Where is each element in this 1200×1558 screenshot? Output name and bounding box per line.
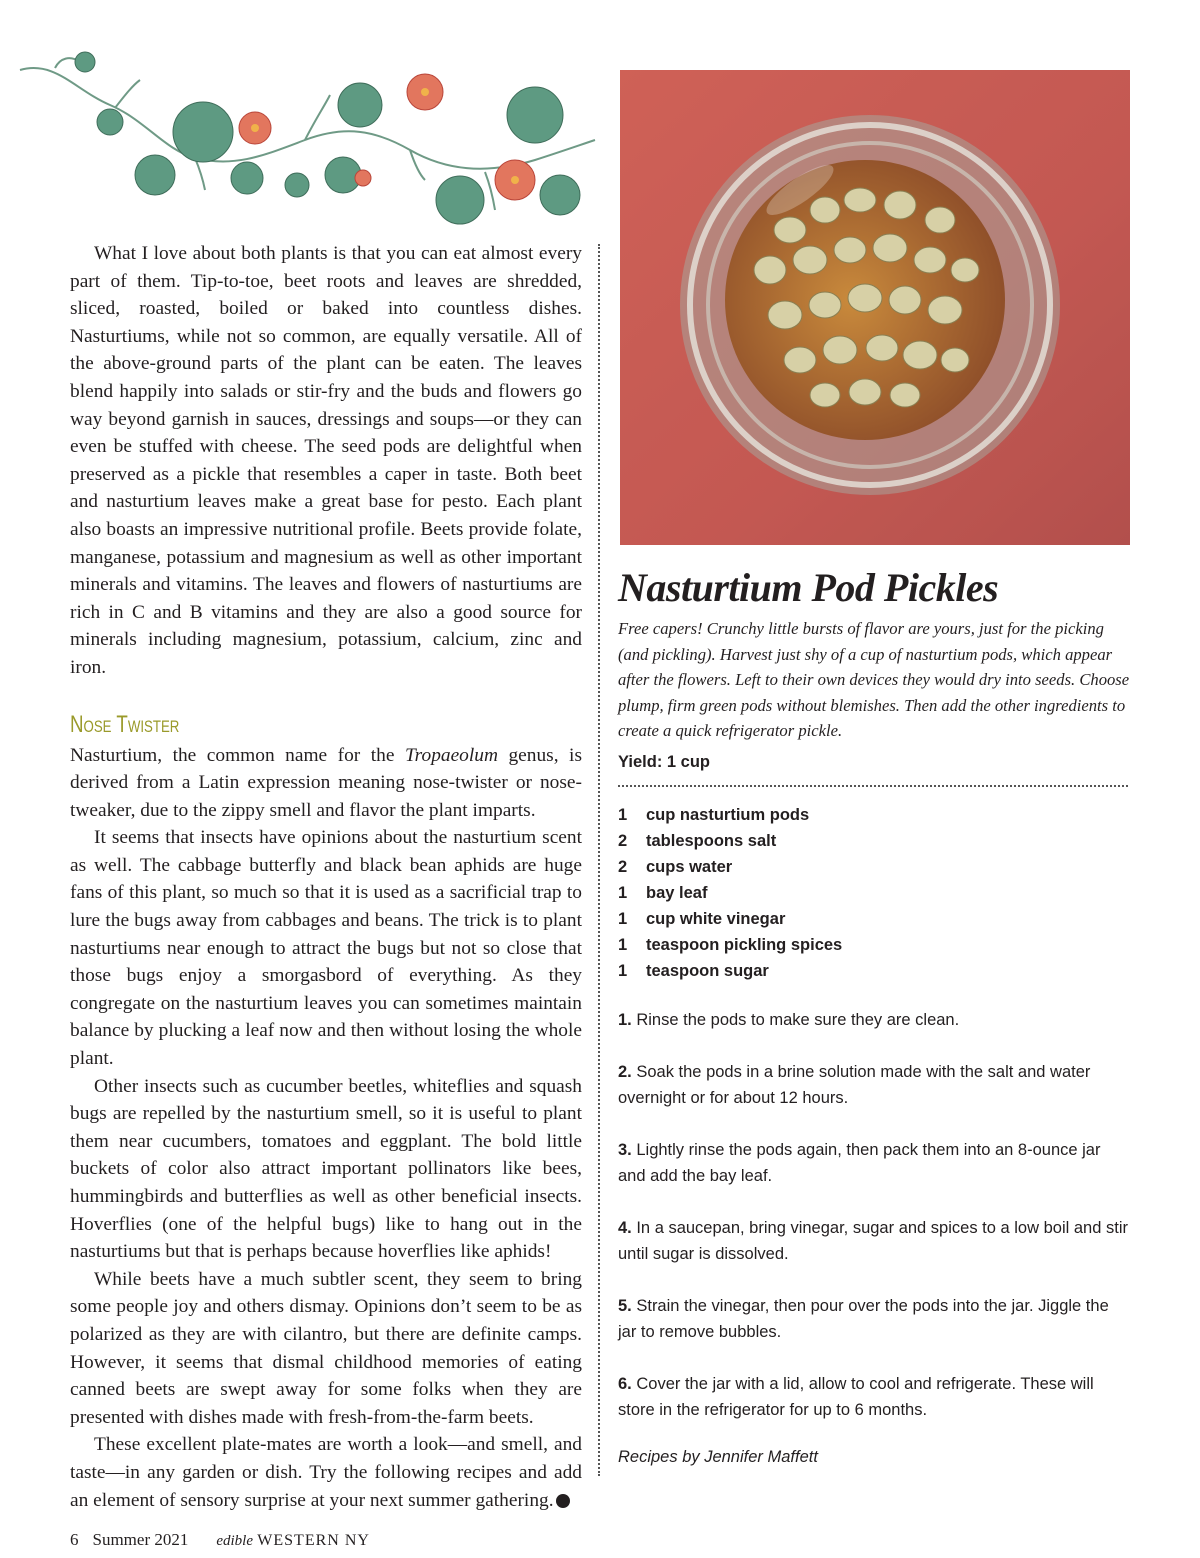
ingredient-name: teaspoon pickling spices [646, 935, 843, 954]
ingredient-qty: 1 [618, 883, 628, 902]
ingredient-item [618, 828, 1138, 854]
recipe-step [618, 1293, 1128, 1345]
article-paragraph [70, 1431, 586, 1514]
nasturtium-vine-illustration [15, 50, 600, 230]
recipe-card [618, 560, 1138, 1469]
ingredient-qty: 2 [618, 831, 628, 850]
recipe-credit: Recipes by Jennifer Maffett [618, 1447, 818, 1466]
ingredient-qty: 1 [618, 935, 628, 954]
article-paragraph: While beets have a much subtler scent, they seem to bring some people joy and others dismay. Opinions don’t seem to be as polarized as they are with cilantro, but there are definite camps. However, it seems that dismal childhood memories of eating canned beets are swept away for some folks when they are presented with dishes made with fresh-from-the-farm beets. [70, 1268, 582, 1428]
recipe-step [618, 1059, 1128, 1111]
ingredient-list [618, 802, 1138, 984]
article-body [70, 240, 586, 1514]
step-text: In a saucepan, bring vinegar, sugar and spices to a low boil and stir until sugar is dissolved. [618, 1218, 1128, 1263]
step-text: Rinse the pods to make sure they are clean. [631, 1010, 960, 1029]
dotted-divider [618, 785, 1128, 787]
article-paragraph: What I love about both plants is that you can eat almost every part of them. Tip-to-toe, beet roots and leaves are shredded, sliced, roasted, boiled or baked into countless dishes. Nasturtiums, while not so common, are equally versatile. All of the above-ground parts of the plant can be eaten. The leaves blend happily into salads or stir-fry and the buds and flowers go way beyond garnish in sauces, dressings and soups—or they can even be stuffed with cheese. The seed pods are delightful when preserved as a pickle that resembles a caper in taste. Both beet and nasturtium leaves make a great base for pesto. Each plant also boasts an impressive nutritional profile. Beets provide folate, manganese, potassium and magnesium as well as other important minerals and vitamins. The leaves and flowers of nasturtiums are rich in C and B vitamins and they are also a good source for minerals including magnesium, potassium, calcium, zinc and iron. [70, 243, 582, 678]
column-divider [598, 244, 600, 1476]
page-footer [70, 1530, 370, 1550]
step-text: Strain the vinegar, then pour over the pods into the jar. Jiggle the jar to remove bubbles. [618, 1296, 1109, 1341]
ingredient-qty: 2 [618, 857, 628, 876]
article-paragraph [70, 742, 582, 825]
ingredient-qty: 1 [618, 805, 628, 824]
genus-name: Tropaeolum [404, 744, 498, 766]
ingredient-name: cups water [646, 857, 733, 876]
page-number: 6 [70, 1530, 79, 1549]
article-paragraph: Other insects such as cucumber beetles, whiteflies and squash bugs are repelled by the nasturtium smell, so it is useful to plant them near cucumbers, tomatoes and eggplant. The bold little buckets of color also attract important pollinators like bees, hummingbirds and butterflies as well as other beneficial insects. Hoverflies (one of the helpful bugs) like to hang out in the nasturtiums but that is perhaps because hoverflies like aphids! [70, 1075, 582, 1263]
ingredient-item [618, 802, 1138, 828]
recipe-step [618, 1007, 1128, 1033]
end-mark-icon: e [556, 1494, 570, 1508]
text-run: Nasturtium, the common name for the [70, 744, 405, 766]
recipe-step [618, 1371, 1128, 1423]
brand-prefix: edible [216, 1533, 254, 1549]
recipe-intro: Free capers! Crunchy little bursts of flavor are yours, just for the picking (and pickling). Harvest just shy of a cup of nasturtium pods, which appear after the flowers. Left to their own devices they would dry into seeds. Choose plump, firm green pods without blemishes. Then add the other ingredients to create a quick refrigerator pickle. [618, 619, 1130, 741]
recipe-step [618, 1215, 1128, 1267]
ingredient-qty: 1 [618, 961, 628, 980]
step-number: 6. [618, 1374, 632, 1393]
recipe-title: Nasturtium Pod Pickles [618, 565, 999, 610]
step-text: Lightly rinse the pods again, then pack them into an 8-ounce jar and add the bay leaf. [618, 1140, 1101, 1185]
ingredient-item [618, 854, 1138, 880]
text-run: genus, is derived from a Latin expression meaning nose-twister or nose-tweaker, due to the zippy smell and flavor the plant imparts. [70, 744, 582, 821]
step-number: 5. [618, 1296, 632, 1315]
step-text: Cover the jar with a lid, allow to cool and refrigerate. These will store in the refrigerator for up to 6 months. [618, 1374, 1094, 1419]
ingredient-item [618, 958, 1138, 984]
pickled-pods-jar-photo [620, 70, 1130, 545]
article-paragraph: It seems that insects have opinions about the nasturtium scent as well. The cabbage butterfly and black bean aphids are huge fans of this plant, so much so that it is used as a sacrificial trap to lure the bugs away from cabbages and beans. The trick is to plant nasturtiums near enough to attract the bugs but not so close that those bugs enjoy a smorgasbord of everything. As they congregate on the nasturtium leaves you can sometimes maintain balance by plucking a leaf now and then without losing the whole plant. [70, 827, 582, 1070]
subhead-nose-twister: Nose Twister [70, 710, 180, 738]
issue-label: Summer 2021 [92, 1530, 189, 1549]
brand-name: WESTERN NY [257, 1532, 370, 1549]
recipe-step [618, 1137, 1128, 1189]
text-run: These excellent plate-mates are worth a look—and smell, and taste—in any garden or dish. Try the following recipes and add an element of sensory surprise at your next summer gathering. [70, 1434, 582, 1511]
ingredient-qty: 1 [618, 909, 628, 928]
ingredient-name: tablespoons salt [646, 831, 777, 850]
ingredient-item [618, 932, 1138, 958]
ingredient-name: cup nasturtium pods [646, 805, 810, 824]
ingredient-item [618, 880, 1138, 906]
ingredient-item [618, 906, 1138, 932]
ingredient-name: teaspoon sugar [646, 961, 769, 980]
recipe-yield: Yield: 1 cup [618, 752, 710, 771]
step-number: 4. [618, 1218, 632, 1237]
step-number: 2. [618, 1062, 632, 1081]
step-number: 3. [618, 1140, 632, 1159]
ingredient-name: cup white vinegar [646, 909, 786, 928]
step-text: Soak the pods in a brine solution made with the salt and water overnight or for about 12 hours. [618, 1062, 1091, 1107]
step-number: 1. [618, 1010, 632, 1029]
ingredient-name: bay leaf [646, 883, 708, 902]
